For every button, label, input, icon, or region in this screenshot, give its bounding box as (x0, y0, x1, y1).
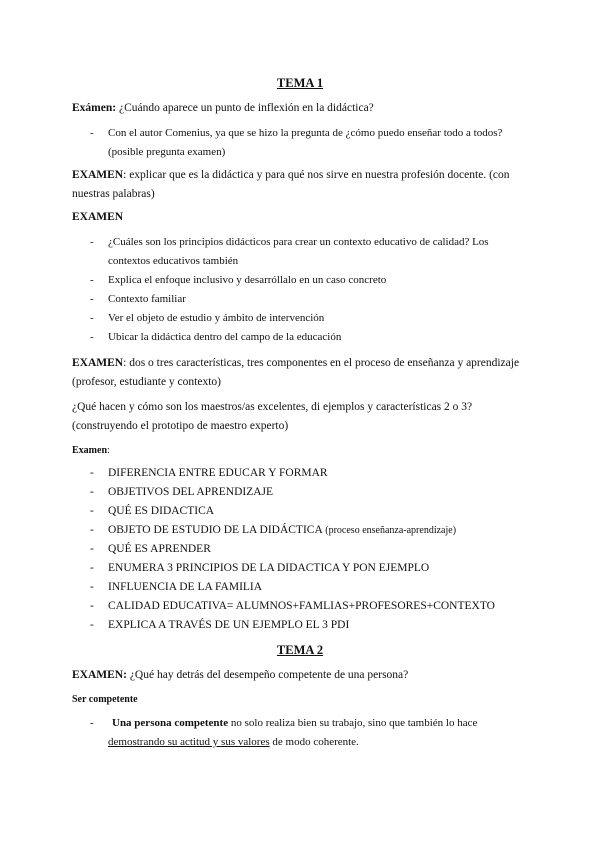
tema1-question-6-label: Examen: (72, 445, 110, 456)
list-item: - Contexto familiar (90, 293, 186, 305)
list-item: - Con el autor Comenius, ya que se hizo la pregunta de ¿cómo puedo enseñar todo a todos? (posible pregunta examen) (90, 127, 503, 158)
exam-label: EXAMEN: (72, 669, 127, 681)
question-text: ¿Cuándo aparece un punto de inflexión en la didáctica? (116, 102, 374, 114)
tema1-question-5 (72, 398, 532, 436)
question-text: : dos o tres características, tres componentes en el proceso de enseñanza y aprendizaje (profesor, estudiante y contexto) (72, 357, 520, 388)
tema1-question-1 (72, 99, 532, 118)
list-item: - Ubicar la didáctica dentro del campo de la educación (90, 331, 342, 343)
question-text: ¿Qué hacen y cómo son los maestros/as excelentes, di ejemplos y características 2 o 3? (construyendo el prototipo de maestro experto) (72, 401, 473, 432)
tema2-subheading: Ser competente (72, 694, 138, 705)
list-item: - DIFERENCIA ENTRE EDUCAR Y FORMAR (90, 467, 328, 479)
list-item: - OBJETIVOS DEL APRENDIZAJE (90, 486, 274, 498)
tema1-q6-list (72, 464, 532, 635)
list-item: - QUÉ ES DIDACTICA (90, 505, 215, 517)
exam-label: EXAMEN (72, 357, 124, 369)
tema1-q1-list (72, 124, 532, 162)
list-item: - Explica el enfoque inclusivo y desarróllalo en un caso concreto (90, 274, 387, 286)
list-item: - INFLUENCIA DE LA FAMILIA (90, 581, 263, 593)
exam-label: EXAMEN (72, 169, 124, 181)
list-item: - ¿Cuáles son los principios didácticos para crear un contexto educativo de calidad? Los contextos educativos también (90, 236, 489, 267)
tema1-title: TEMA 1 (276, 76, 324, 90)
tema2-title: TEMA 2 (276, 643, 324, 657)
tema1-question-3-label (72, 208, 532, 227)
tema1-question-2 (72, 166, 532, 204)
list-item: - QUÉ ES APRENDER (90, 543, 211, 555)
tema1-q3-list (72, 233, 532, 347)
list-item: - Una persona competente no solo realiza bien su trabajo, sino que también lo hace demostrando su actitud y sus valores de modo coherente. (90, 717, 478, 748)
list-item: - CALIDAD EDUCATIVA= ALUMNOS+FAMLIAS+PROFESORES+CONTEXTO (90, 600, 495, 612)
exam-label: Examen (72, 445, 107, 456)
tema2-question-1 (72, 666, 532, 685)
list-item: - Ver el objeto de estudio y ámbito de intervención (90, 312, 325, 324)
question-text: ¿Qué hay detrás del desempeño competente de una persona? (126, 669, 409, 681)
tema1-question-4 (72, 354, 532, 392)
list-item: - EXPLICA A TRAVÉS DE UN EJEMPLO EL 3 PDI (90, 619, 350, 631)
list-item: - ENUMERA 3 PRINCIPIOS DE LA DIDACTICA Y PON EJEMPLO (90, 562, 430, 574)
question-text: : explicar que es la didáctica y para qué nos sirve en nuestra profesión docente. (con nuestras palabras) (72, 169, 510, 200)
list-item: - OBJETO DE ESTUDIO DE LA DIDÁCTICA (proceso enseñanza-aprendizaje) (90, 524, 457, 536)
exam-label: Exámen: (72, 102, 117, 114)
exam-label: EXAMEN (72, 211, 124, 223)
tema2-list (72, 714, 532, 752)
